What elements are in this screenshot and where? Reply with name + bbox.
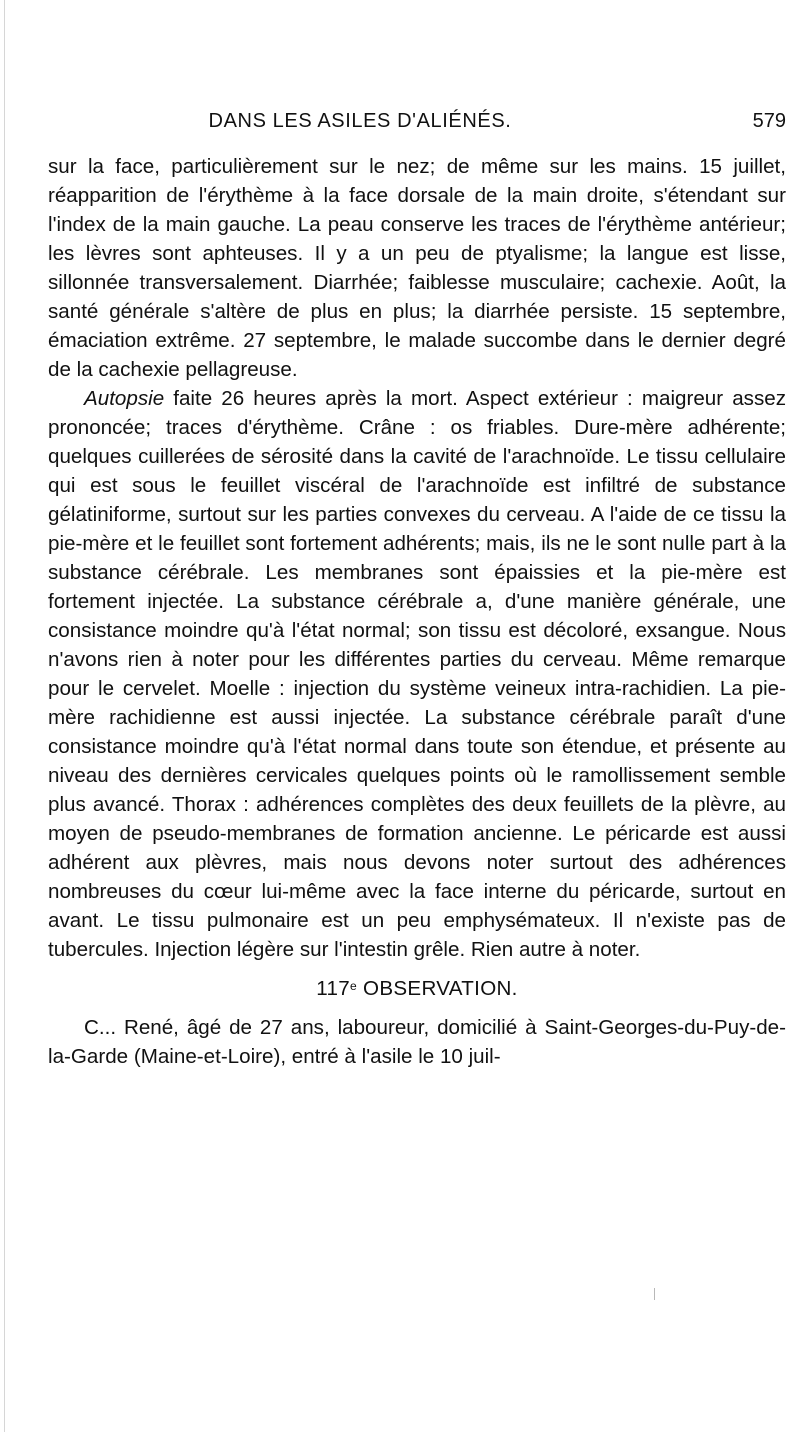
paragraph-clinical-course: sur la face, particulièrement sur le nez; de même sur les mains. 15 juillet, réapparition de l'érythème à la face dorsale de la main droite, s'étendant sur l'index de la main gauche. La peau conserve les traces de l'érythème antérieur; les lèvres sont aphteuses. Il y a un peu de ptyalisme; la langue est lisse, sillonnée transversalement. Diarrhée; faiblesse musculaire; cachexie. Août, la santé générale s'altère de plus en plus; la diarrhée persiste. 15 septembre, émaciation extrême. 27 septembre, le malade succombe dans le dernier degré de la cachexie pellagreuse. (48, 155, 786, 381)
observation-heading (48, 974, 786, 1003)
page-number: 579 (752, 110, 786, 132)
running-title: DANS LES ASILES D'ALIÉNÉS. (208, 110, 512, 132)
body-text (48, 152, 786, 1071)
paragraph-autopsy (48, 384, 786, 964)
page-header (0, 110, 800, 146)
observation-ordinal-suffix: e (350, 979, 358, 993)
paragraph-new-observation: C... René, âgé de 27 ans, laboureur, domicilié à Saint-Georges-du-Puy-de-la-Garde (Maine-et-Loire), entré à l'asile le 10 juil- (48, 1016, 786, 1068)
page-edge-line (4, 0, 5, 1432)
autopsy-lead-word: Autopsie (84, 387, 165, 410)
autopsy-text: faite 26 heures après la mort. Aspect extérieur : maigreur assez prononcée; traces d'érythème. Crâne : os friables. Dure-mère adhérente; quelques cuillerées de sérosité dans la cavité de l'arachnoïde. Le tissu cellulaire qui est sous le feuillet viscéral de l'arachnoïde est infiltré de substance gélatiniforme, surtout sur les parties convexes du cerveau. A l'aide de ce tissu la pie-mère et le feuillet sont fortement adhérents; mais, ils ne le sont nulle part à la substance cérébrale. Les membranes sont épaissies et la pie-mère est fortement injectée. La substance cérébrale a, d'une manière générale, une consistance moindre qu'à l'état normal; son tissu est décoloré, exsangue. Nous n'avons rien à noter pour les différentes parties du cerveau. Même remarque pour le cervelet. Moelle : injection du système veineux intra-rachidien. La pie-mère rachidienne est aussi injectée. La substance cérébrale paraît d'une consistance moindre qu'à l'état normal dans toute son étendue, et présente au niveau des dernières cervicales quelques points où le ramollissement semble plus avancé. Thorax : adhérences complètes des deux feuillets de la plèvre, au moyen de pseudo-membranes de formation ancienne. Le péricarde est aussi adhérent aux plèvres, mais nous devons noter surtout des adhérences nombreuses du cœur lui-même avec la face interne du péricarde, surtout en avant. Le tissu pulmonaire est un peu emphysémateux. Il n'existe pas de tubercules. Injection légère sur l'intestin grêle. Rien autre à noter. (48, 387, 786, 961)
observation-number: 117 (316, 977, 351, 1000)
observation-label: OBSERVATION. (363, 977, 518, 1000)
stray-print-mark (654, 1288, 655, 1300)
